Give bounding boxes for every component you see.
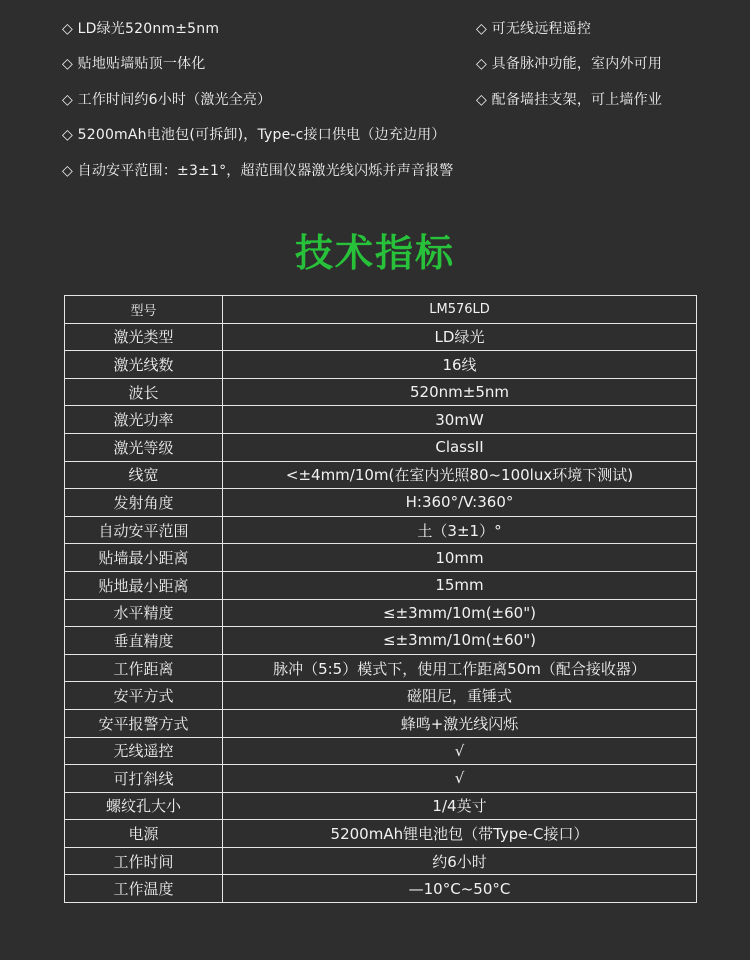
spec-value: LM576LD [223, 296, 697, 324]
spec-row [65, 296, 697, 324]
feature-item: ◇ 自动安平范围：±3±1°，超范围仪器激光线闪烁并声音报警 [62, 162, 454, 179]
spec-row [65, 820, 697, 848]
spec-label: 水平精度 [65, 599, 223, 627]
spec-row [65, 351, 697, 379]
spec-row [65, 599, 697, 627]
spec-value: 520nm±5nm [223, 378, 697, 406]
spec-value: ≤±3mm/10m(±60") [223, 599, 697, 627]
spec-value: 30mW [223, 406, 697, 434]
spec-label: 型号 [65, 296, 223, 324]
spec-value: H:360°/V:360° [223, 489, 697, 517]
spec-row [65, 765, 697, 793]
spec-row [65, 709, 697, 737]
spec-label: 工作距离 [65, 654, 223, 682]
spec-value: 16线 [223, 351, 697, 379]
feature-row [62, 152, 712, 188]
spec-value: LD绿光 [223, 323, 697, 351]
spec-value: 10mm [223, 544, 697, 572]
spec-label: 工作时间 [65, 847, 223, 875]
spec-label: 激光线数 [65, 351, 223, 379]
spec-label: 自动安平范围 [65, 516, 223, 544]
spec-value: ≤±3mm/10m(±60") [223, 627, 697, 655]
spec-row [65, 737, 697, 765]
spec-label: 可打斜线 [65, 765, 223, 793]
spec-value: 蜂鸣+激光线闪烁 [223, 709, 697, 737]
feature-list [62, 10, 712, 188]
spec-label: 无线遥控 [65, 737, 223, 765]
feature-item: ◇ LD绿光520nm±5nm [62, 20, 220, 37]
spec-row [65, 875, 697, 903]
spec-row [65, 571, 697, 599]
spec-row [65, 378, 697, 406]
feature-item: ◇ 贴地贴墙贴顶一体化 [62, 56, 206, 73]
feature-row [62, 46, 712, 82]
feature-row [62, 81, 712, 117]
spec-label: 贴地最小距离 [65, 571, 223, 599]
spec-label: 安平报警方式 [65, 709, 223, 737]
spec-label: 波长 [65, 378, 223, 406]
spec-row [65, 627, 697, 655]
spec-label: 垂直精度 [65, 627, 223, 655]
spec-label: 工作温度 [65, 875, 223, 903]
spec-row [65, 847, 697, 875]
feature-item: ◇ 可无线远程遥控 [476, 20, 592, 37]
feature-item: ◇ 具备脉冲功能，室内外可用 [476, 56, 663, 73]
spec-value: √ [223, 737, 697, 765]
spec-value: √ [223, 765, 697, 793]
spec-label: 电源 [65, 820, 223, 848]
spec-value: 磁阻尼，重锤式 [223, 682, 697, 710]
spec-row [65, 406, 697, 434]
spec-label: 激光类型 [65, 323, 223, 351]
spec-row [65, 544, 697, 572]
spec-value: 5200mAh锂电池包（带Type-C接口） [223, 820, 697, 848]
spec-label: 发射角度 [65, 489, 223, 517]
spec-row [65, 516, 697, 544]
spec-label: 线宽 [65, 461, 223, 489]
spec-value: —10°C~50°C [223, 875, 697, 903]
spec-value: <±4mm/10m(在室内光照80~100lux环境下测试) [223, 461, 697, 489]
spec-label: 安平方式 [65, 682, 223, 710]
spec-row [65, 654, 697, 682]
spec-value: 15mm [223, 571, 697, 599]
spec-label: 贴墙最小距离 [65, 544, 223, 572]
spec-table [64, 295, 697, 903]
spec-label: 螺纹孔大小 [65, 792, 223, 820]
spec-value: 1/4英寸 [223, 792, 697, 820]
spec-row [65, 792, 697, 820]
spec-row [65, 682, 697, 710]
feature-item: ◇ 配备墙挂支架，可上墙作业 [476, 91, 663, 108]
spec-value: ClassII [223, 433, 697, 461]
spec-row [65, 433, 697, 461]
spec-row [65, 461, 697, 489]
feature-row [62, 10, 712, 46]
spec-row [65, 323, 697, 351]
spec-value: 土（3±1）° [223, 516, 697, 544]
section-title: 技术指标 [294, 231, 455, 275]
feature-item: ◇ 5200mAh电池包(可拆卸)，Type-c接口供电（边充边用） [62, 127, 446, 144]
spec-label: 激光等级 [65, 433, 223, 461]
spec-row [65, 489, 697, 517]
feature-item: ◇ 工作时间约6小时（激光全亮） [62, 91, 272, 108]
spec-label: 激光功率 [65, 406, 223, 434]
spec-value: 约6小时 [223, 847, 697, 875]
spec-value: 脉冲（5:5）模式下，使用工作距离50m（配合接收器） [223, 654, 697, 682]
feature-row [62, 117, 712, 153]
